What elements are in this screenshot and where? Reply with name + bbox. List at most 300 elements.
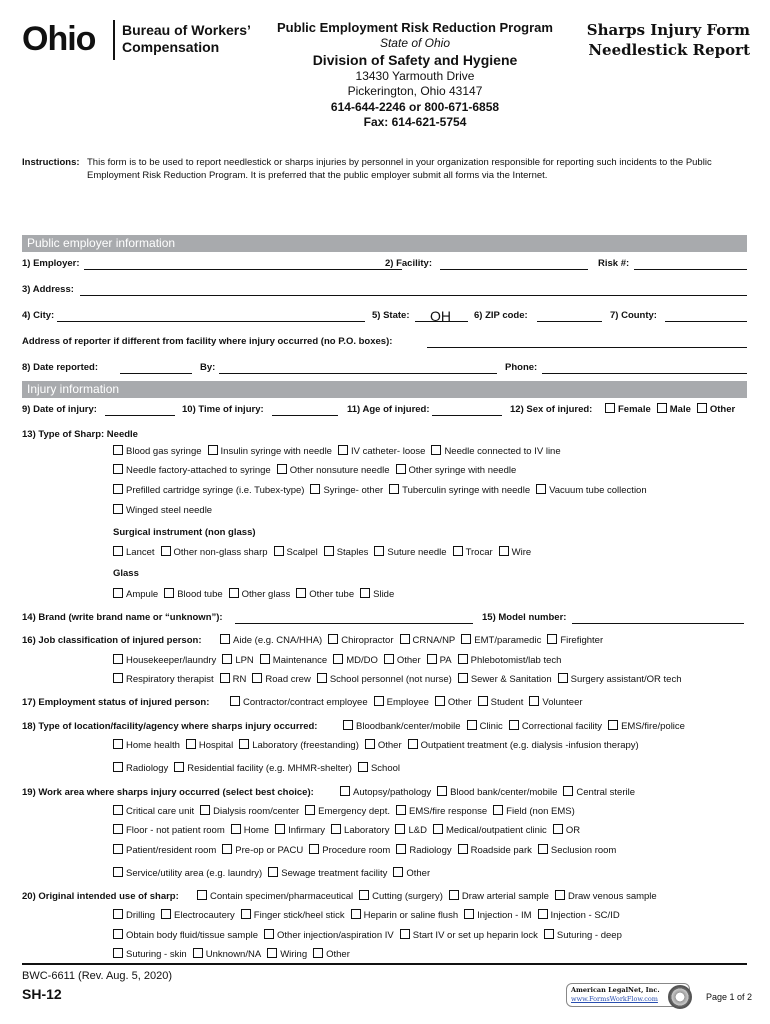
checkbox[interactable] (197, 890, 207, 900)
option (252, 673, 310, 687)
checkbox[interactable] (264, 929, 274, 939)
checkbox[interactable] (113, 739, 123, 749)
option (389, 484, 530, 498)
option-label: Floor - not patient room (126, 825, 225, 836)
option-label: Housekeeper/laundry (126, 655, 217, 666)
glass-label: Glass (113, 568, 139, 579)
option (113, 824, 225, 838)
checkbox[interactable] (384, 654, 394, 664)
checkbox[interactable] (396, 464, 406, 474)
zip-field[interactable] (537, 309, 602, 322)
option-label: Needle connected to IV line (444, 446, 561, 457)
checkbox[interactable] (343, 720, 353, 730)
instructions-text: This form is to be used to report needlestick or sharps injuries by personnel in your organization responsible for reporting such incidents to the Public Employment Risk Reduction Program. It is preferred that the public employer submit all forms via the Internet. (87, 157, 712, 181)
employment-label: 17) Employment status of injured person: (22, 697, 210, 708)
sex-other: Other (709, 404, 736, 415)
checkbox[interactable] (331, 824, 341, 834)
option (275, 824, 325, 838)
checkbox[interactable] (605, 403, 615, 413)
instructions-label: Instructions: (22, 157, 80, 168)
checkbox[interactable] (427, 654, 437, 664)
work-options-1 (340, 786, 641, 800)
checkbox[interactable] (529, 696, 539, 706)
option (433, 824, 547, 838)
option-label: Procedure room (322, 845, 391, 856)
option (230, 696, 368, 710)
use-options-2 (113, 909, 626, 923)
option-label: Heparin or saline flush (363, 910, 459, 921)
checkbox[interactable] (113, 673, 123, 683)
option (305, 805, 390, 819)
checkbox[interactable] (220, 634, 230, 644)
work-options-2 (113, 805, 581, 819)
checkbox[interactable] (231, 824, 241, 834)
employer-row (22, 257, 750, 271)
option-label: EMS/fire/police (621, 721, 685, 732)
reporter-label: Address of reporter if different from facility where injury occurred (no P.O. boxes): (22, 336, 393, 347)
use-label: 20) Original intended use of sharp: (22, 891, 179, 902)
option-label: Student (490, 697, 524, 708)
checkbox[interactable] (555, 890, 565, 900)
option-label: Radiology (409, 845, 452, 856)
checkbox[interactable] (396, 844, 406, 854)
checkbox[interactable] (558, 673, 568, 683)
facility-field[interactable] (440, 257, 588, 270)
option (310, 484, 383, 498)
option-label: Critical care unit (126, 806, 195, 817)
state-name: State of Ohio (379, 35, 451, 50)
checkbox[interactable] (328, 634, 338, 644)
checkbox[interactable] (113, 948, 123, 958)
option (113, 546, 155, 560)
checkbox[interactable] (449, 890, 459, 900)
option-label: Other non-glass sharp (173, 547, 268, 558)
address-line-2: Pickerington, Ohio 43147 (347, 84, 483, 98)
option-label: Lancet (126, 547, 155, 558)
checkbox[interactable] (164, 588, 174, 598)
option-label: Cutting (surgery) (372, 891, 443, 902)
option-label: Other (377, 740, 402, 751)
checkbox[interactable] (458, 654, 468, 664)
checkbox[interactable] (431, 445, 441, 455)
option-label: Dialysis room/center (213, 806, 300, 817)
brand-field[interactable] (235, 611, 473, 624)
option-label: Suturing - deep (556, 930, 622, 941)
option-label: Contain specimen/pharmaceutical (210, 891, 354, 902)
checkbox[interactable] (113, 546, 123, 556)
date-reported-label: 8) Date reported: (22, 362, 99, 373)
option-label: Residential facility (e.g. MHMR-shelter) (187, 763, 352, 774)
option-label: Field (non EMS) (506, 806, 575, 817)
checkbox[interactable] (222, 844, 232, 854)
option (113, 654, 216, 668)
form-number: BWC-6611 (Rev. Aug. 5, 2020) (22, 970, 172, 982)
ohio-logo: Ohio (22, 20, 96, 58)
checkbox[interactable] (260, 654, 270, 664)
form-title-line-1: Sharps Injury Form (586, 21, 750, 39)
checkbox[interactable] (239, 739, 249, 749)
option-label: Trocar (465, 547, 493, 558)
option (396, 844, 451, 858)
checkbox[interactable] (360, 588, 370, 598)
option-label: Phlebotomist/lab tech (470, 655, 562, 666)
checkbox[interactable] (435, 696, 445, 706)
option-label: Medical/outpatient clinic (445, 825, 547, 836)
checkbox[interactable] (200, 805, 210, 815)
checkbox[interactable] (113, 929, 123, 939)
legalnet-url[interactable]: www.FormsWorkFlow.com (571, 995, 658, 1003)
option-label: Contractor/contract employee (243, 697, 368, 708)
option (365, 739, 402, 753)
work-options-4 (113, 844, 622, 858)
checkbox[interactable] (161, 546, 171, 556)
checkbox[interactable] (324, 546, 334, 556)
division-name: Division of Safety and Hygiene (312, 52, 518, 68)
checkbox[interactable] (433, 824, 443, 834)
address-field[interactable] (80, 283, 747, 296)
checkbox[interactable] (437, 786, 447, 796)
needle-options-1 (113, 445, 567, 459)
checkbox[interactable] (186, 739, 196, 749)
checkbox[interactable] (499, 546, 509, 556)
checkbox[interactable] (113, 464, 123, 474)
checkbox[interactable] (374, 546, 384, 556)
option (464, 909, 531, 923)
option-label: Suturing - skin (126, 949, 187, 960)
option-label: Emergency dept. (318, 806, 390, 817)
time-injury-label: 10) Time of injury: (182, 404, 264, 415)
option (435, 696, 472, 710)
checkbox[interactable] (174, 762, 184, 772)
checkbox[interactable] (275, 824, 285, 834)
model-label: 15) Model number: (482, 612, 567, 623)
option (222, 844, 303, 858)
checkbox[interactable] (113, 844, 123, 854)
work-label: 19) Work area where sharps injury occurred (select best choice): (22, 787, 314, 798)
option-label: Tuberculin syringe with needle (402, 485, 531, 496)
checkbox[interactable] (374, 696, 384, 706)
date-injury-label: 9) Date of injury: (22, 404, 97, 415)
location-options-1 (343, 720, 691, 734)
checkbox[interactable] (113, 504, 123, 514)
checkbox[interactable] (453, 546, 463, 556)
checkbox[interactable] (220, 673, 230, 683)
date-injury-field[interactable] (105, 403, 175, 416)
job-options-3 (113, 673, 688, 687)
option (396, 464, 517, 478)
option (113, 673, 214, 687)
agency-header (270, 20, 560, 131)
date-reported-field[interactable] (120, 361, 192, 374)
city-field[interactable] (57, 309, 365, 322)
checkbox[interactable] (277, 464, 287, 474)
checkbox[interactable] (509, 720, 519, 730)
option (509, 720, 602, 734)
option-label: Laboratory (freestanding) (252, 740, 359, 751)
option-label: Blood gas syringe (126, 446, 202, 457)
by-field[interactable] (219, 361, 497, 374)
option-label: Staples (336, 547, 369, 558)
address-label: 3) Address: (22, 284, 74, 295)
program-name: Public Employment Risk Reduction Program (277, 20, 553, 35)
option (113, 805, 194, 819)
option-label: Central sterile (576, 787, 635, 798)
checkbox[interactable] (697, 403, 707, 413)
instructions (22, 156, 747, 181)
checkbox[interactable] (478, 696, 488, 706)
option (277, 464, 390, 478)
checkbox[interactable] (365, 739, 375, 749)
option-label: Radiology (126, 763, 169, 774)
checkbox[interactable] (408, 739, 418, 749)
sex-female: Female (618, 404, 651, 415)
checkbox[interactable] (464, 909, 474, 919)
job-options-1 (220, 634, 609, 648)
option (478, 696, 524, 710)
option-label: Clinic (479, 721, 503, 732)
job-label: 16) Job classification of injured person: (22, 635, 202, 646)
checkbox[interactable] (553, 824, 563, 834)
checkbox[interactable] (396, 805, 406, 815)
address-line-1: 13430 Yarmouth Drive (355, 68, 475, 83)
checkbox[interactable] (657, 403, 667, 413)
option-label: Autopsy/pathology (353, 787, 432, 798)
checkbox[interactable] (113, 909, 123, 919)
option-label: Other syringe with needle (408, 465, 517, 476)
option (553, 824, 580, 838)
option-label: Syringe- other (323, 485, 384, 496)
option-label: Other tube (309, 589, 355, 600)
checkbox[interactable] (608, 720, 618, 730)
option (538, 844, 616, 858)
option-label: Roadside park (470, 845, 532, 856)
checkbox[interactable] (400, 634, 410, 644)
checkbox[interactable] (317, 673, 327, 683)
option (193, 948, 261, 962)
checkbox[interactable] (113, 588, 123, 598)
section-injury: Injury information (22, 381, 747, 398)
option-label: Start IV or set up heparin lock (412, 930, 538, 941)
option-label: Injection - SC/ID (550, 910, 620, 921)
option (343, 720, 461, 734)
checkbox[interactable] (563, 786, 573, 796)
option (605, 403, 651, 417)
option (393, 867, 430, 881)
option (113, 504, 212, 518)
by-label: By: (200, 362, 216, 373)
phone-line: 614-644-2246 or 800-671-6858 (330, 99, 500, 114)
checkbox[interactable] (268, 867, 278, 877)
checkbox[interactable] (113, 484, 123, 494)
checkbox[interactable] (313, 948, 323, 958)
checkbox[interactable] (274, 546, 284, 556)
option-label: Draw arterial sample (461, 891, 549, 902)
option (358, 762, 400, 776)
checkbox[interactable] (113, 654, 123, 664)
address-row (22, 283, 750, 297)
option (231, 824, 269, 838)
city-row (22, 309, 750, 323)
use-options-4 (113, 948, 356, 962)
option-label: IV catheter- loose (350, 446, 426, 457)
option-label: Other glass (241, 589, 291, 600)
option (274, 546, 318, 560)
model-field[interactable] (572, 611, 744, 624)
checkbox[interactable] (252, 673, 262, 683)
bwc-line-2: Compensation (122, 39, 220, 55)
checkbox[interactable] (351, 909, 361, 919)
option-label: Outpatient treatment (e.g. dialysis -infusion therapy) (420, 740, 639, 751)
glass-options (113, 588, 400, 602)
option-label: Hospital (198, 740, 234, 751)
option-label: EMS/fire response (409, 806, 488, 817)
checkbox[interactable] (309, 844, 319, 854)
option-label: Seclusion room (550, 845, 617, 856)
option-label: PA (439, 655, 452, 666)
option-label: School (370, 763, 401, 774)
county-label: 7) County: (610, 310, 657, 321)
option-label: Road crew (265, 674, 311, 685)
checkbox[interactable] (267, 948, 277, 958)
work-options-3 (113, 824, 586, 838)
option-label: Slide (373, 589, 395, 600)
checkbox[interactable] (395, 824, 405, 834)
checkbox[interactable] (113, 762, 123, 772)
option (113, 739, 180, 753)
checkbox[interactable] (340, 786, 350, 796)
option (113, 445, 202, 459)
checkbox[interactable] (359, 890, 369, 900)
checkbox[interactable] (296, 588, 306, 598)
option-label: Sewage treatment facility (281, 868, 388, 879)
option (467, 720, 503, 734)
risk-field[interactable] (634, 257, 747, 270)
option-label: Unknown/NA (205, 949, 262, 960)
checkbox[interactable] (222, 654, 232, 664)
option-label: L&D (408, 825, 427, 836)
checkbox[interactable] (544, 929, 554, 939)
use-options-3 (113, 929, 628, 943)
checkbox[interactable] (229, 588, 239, 598)
option (458, 844, 532, 858)
employer-field[interactable] (84, 257, 402, 270)
option-label: Obtain body fluid/tissue sample (126, 930, 259, 941)
option-label: Sewer & Sanitation (470, 674, 552, 685)
option-label: Employee (386, 697, 429, 708)
option (351, 909, 459, 923)
checkbox[interactable] (393, 867, 403, 877)
form-title (560, 20, 750, 60)
option-label: Respiratory therapist (126, 674, 214, 685)
checkbox[interactable] (493, 805, 503, 815)
option-label: Electrocautery (174, 910, 235, 921)
checkbox[interactable] (458, 673, 468, 683)
job-options-2 (113, 654, 567, 668)
checkbox[interactable] (161, 909, 171, 919)
option (296, 588, 354, 602)
option-label: Surgery assistant/OR tech (570, 674, 682, 685)
option (359, 890, 443, 904)
checkbox[interactable] (538, 844, 548, 854)
checkbox[interactable] (338, 445, 348, 455)
county-field[interactable] (665, 309, 747, 322)
option-label: Other nonsuture needle (289, 465, 390, 476)
checkbox[interactable] (467, 720, 477, 730)
phone-field[interactable] (542, 361, 747, 374)
checkbox[interactable] (333, 654, 343, 664)
form-title-line-2: Needlestick Report (588, 41, 750, 59)
option (186, 739, 233, 753)
option (427, 654, 452, 668)
option (458, 673, 552, 687)
checkbox[interactable] (305, 805, 315, 815)
checkbox[interactable] (113, 824, 123, 834)
sex-options (605, 403, 741, 417)
option (113, 484, 304, 498)
checkbox[interactable] (113, 445, 123, 455)
sh-code: SH-12 (22, 986, 62, 1002)
option (453, 546, 493, 560)
checkbox[interactable] (113, 805, 123, 815)
surgical-options (113, 546, 537, 560)
checkbox[interactable] (458, 844, 468, 854)
checkbox[interactable] (400, 929, 410, 939)
option (113, 588, 158, 602)
age-field[interactable] (432, 403, 502, 416)
option-label: Prefilled cartridge syringe (i.e. Tubex-type) (126, 485, 305, 496)
option-label: Draw venous sample (567, 891, 657, 902)
employment-options (230, 696, 589, 710)
legalnet-logo-icon (668, 985, 692, 1009)
location-options-2 (113, 739, 645, 753)
state-value: OH (430, 308, 451, 324)
reporter-field[interactable] (427, 335, 747, 348)
option (396, 805, 487, 819)
option-label: Maintenance (272, 655, 328, 666)
option (208, 445, 332, 459)
checkbox[interactable] (310, 484, 320, 494)
checkbox[interactable] (538, 909, 548, 919)
option-label: Suture needle (387, 547, 447, 558)
checkbox[interactable] (113, 867, 123, 877)
option-label: Patient/resident room (126, 845, 217, 856)
checkbox[interactable] (536, 484, 546, 494)
option (164, 588, 222, 602)
option-label: LPN (235, 655, 254, 666)
option (317, 673, 452, 687)
checkbox[interactable] (193, 948, 203, 958)
checkbox[interactable] (389, 484, 399, 494)
option (338, 445, 425, 459)
checkbox[interactable] (208, 445, 218, 455)
checkbox[interactable] (358, 762, 368, 772)
option (536, 484, 647, 498)
option (558, 673, 682, 687)
checkbox[interactable] (230, 696, 240, 706)
option-label: Vacuum tube collection (549, 485, 647, 496)
use-options-1 (197, 890, 663, 904)
time-injury-field[interactable] (272, 403, 338, 416)
checkbox[interactable] (461, 634, 471, 644)
option-label: Pre-op or PACU (235, 845, 304, 856)
checkbox[interactable] (241, 909, 251, 919)
option (437, 786, 557, 800)
type-sharp-label: 13) Type of Sharp: Needle (22, 429, 138, 440)
location-label: 18) Type of location/facility/agency where sharps injury occurred: (22, 721, 318, 732)
checkbox[interactable] (547, 634, 557, 644)
option-label: Injection - IM (477, 910, 532, 921)
option (544, 929, 622, 943)
